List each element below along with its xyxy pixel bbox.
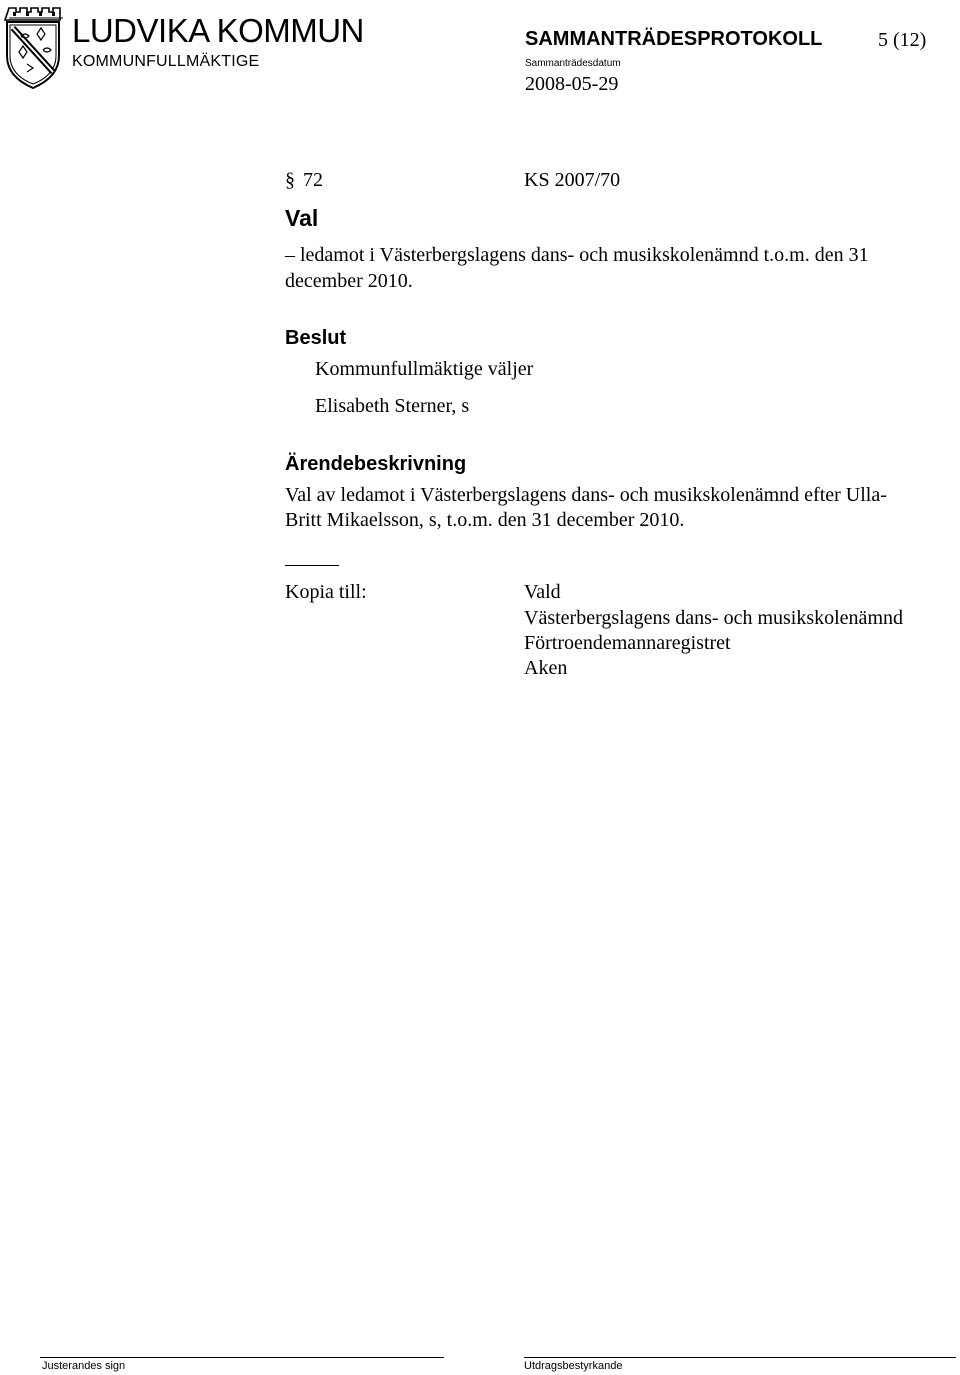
item-number: 72 (303, 169, 323, 191)
description-line-1: Val av ledamot i Västerbergslagens dans- och musikskolenämnd efter Ulla- (285, 484, 887, 506)
description-line-2: Britt Mikaelsson, s, t.o.m. den 31 december 2010. (285, 509, 685, 531)
meeting-date: 2008-05-29 (525, 73, 619, 95)
decision-heading: Beslut (285, 327, 347, 349)
organization-name: LUDVIKA KOMMUN (72, 12, 364, 49)
footer-rule-right (524, 1357, 956, 1358)
meeting-date-label: Sammanträdesdatum (525, 58, 621, 69)
certification-label: Utdragsbestyrkande (524, 1360, 623, 1372)
page-number: 5 (12) (878, 29, 927, 51)
copy-recipient: Förtroendemannaregistret (524, 632, 731, 654)
footer-rule-left (40, 1357, 444, 1358)
description-heading: Ärendebeskrivning (285, 453, 467, 475)
document-type: SAMMANTRÄDESPROTOKOLL (525, 28, 823, 50)
copy-recipient: Aken (524, 657, 568, 679)
item-subtitle-line-2: december 2010. (285, 270, 413, 292)
organization-unit: KOMMUNFULLMÄKTIGE (72, 53, 260, 70)
decision-line-2: Elisabeth Sterner, s (315, 395, 470, 417)
section-symbol: § (285, 169, 295, 191)
item-subtitle-line-1: – ledamot i Västerbergslagens dans- och musikskolenämnd t.o.m. den 31 (285, 244, 869, 266)
separator-rule (285, 565, 339, 566)
copy-recipient: Vald (524, 581, 561, 603)
copy-recipient: Västerbergslagens dans- och musikskolenämnd (524, 607, 903, 629)
signature-label: Justerandes sign (42, 1360, 126, 1372)
item-title: Val (285, 205, 319, 231)
case-number: KS 2007/70 (524, 169, 621, 191)
decision-line-1: Kommunfullmäktige väljer (315, 358, 534, 380)
municipal-crest-icon (3, 6, 63, 90)
copy-to-label: Kopia till: (285, 581, 367, 603)
